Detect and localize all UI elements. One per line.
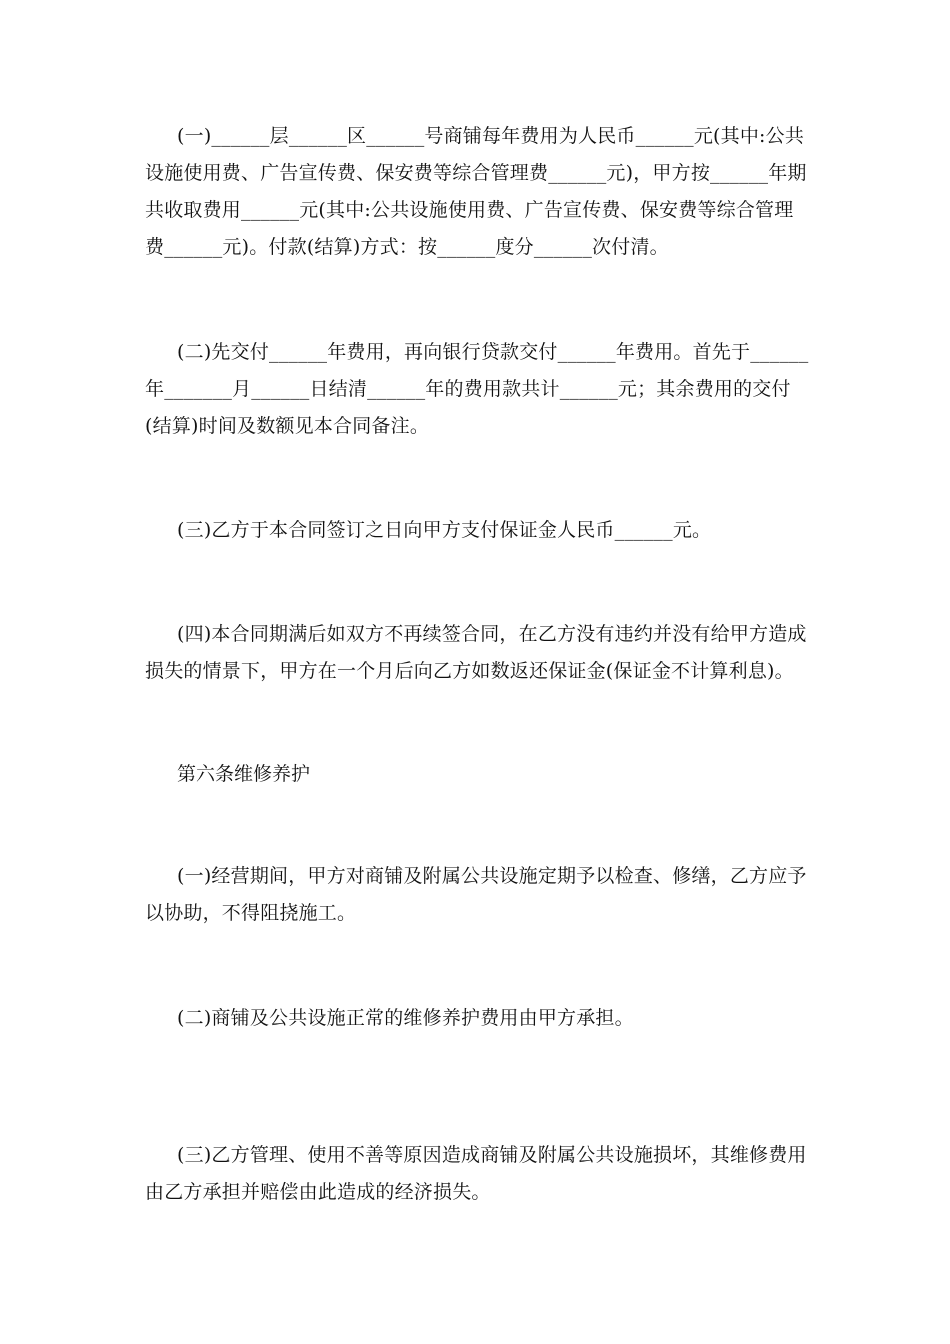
fee-clause-1: (一)______层______区______号商铺每年费用为人民币______元(其中:公共设施使用费、广告宣传费、保安费等综合管理费______元)，甲方按______年期共收取费用______元(其中:公共设施使用费、广告宣传费、保安费等综合管理费______元)。付款(结算)方式：按______度分______次付清。 (145, 125, 807, 258)
article-6-heading: 第六条维修养护 (177, 763, 311, 785)
maintenance-clause-3: (三)乙方管理、使用不善等原因造成商铺及附属公共设施损坏，其维修费用由乙方承担并赔偿由此造成的经济损失。 (145, 1144, 807, 1203)
fee-clause-2: (二)先交付______年费用，再向银行贷款交付______年费用。首先于______年_______月______日结清______年的费用款共计______元；其余费用的交付(结算)时间及数额见本合同备注。 (145, 341, 809, 437)
maintenance-clause-1: (一)经营期间，甲方对商铺及附属公共设施定期予以检查、修缮，乙方应予以协助，不得阻挠施工。 (145, 865, 807, 924)
deposit-return-clause-4: (四)本合同期满后如双方不再续签合同，在乙方没有违约并没有给甲方造成损失的情景下，甲方在一个月后向乙方如数返还保证金(保证金不计算利息)。 (145, 623, 807, 682)
maintenance-clause-2: (二)商铺及公共设施正常的维修养护费用由甲方承担。 (177, 1007, 634, 1029)
deposit-clause-3: (三)乙方于本合同签订之日向甲方支付保证金人民币______元。 (177, 519, 712, 541)
